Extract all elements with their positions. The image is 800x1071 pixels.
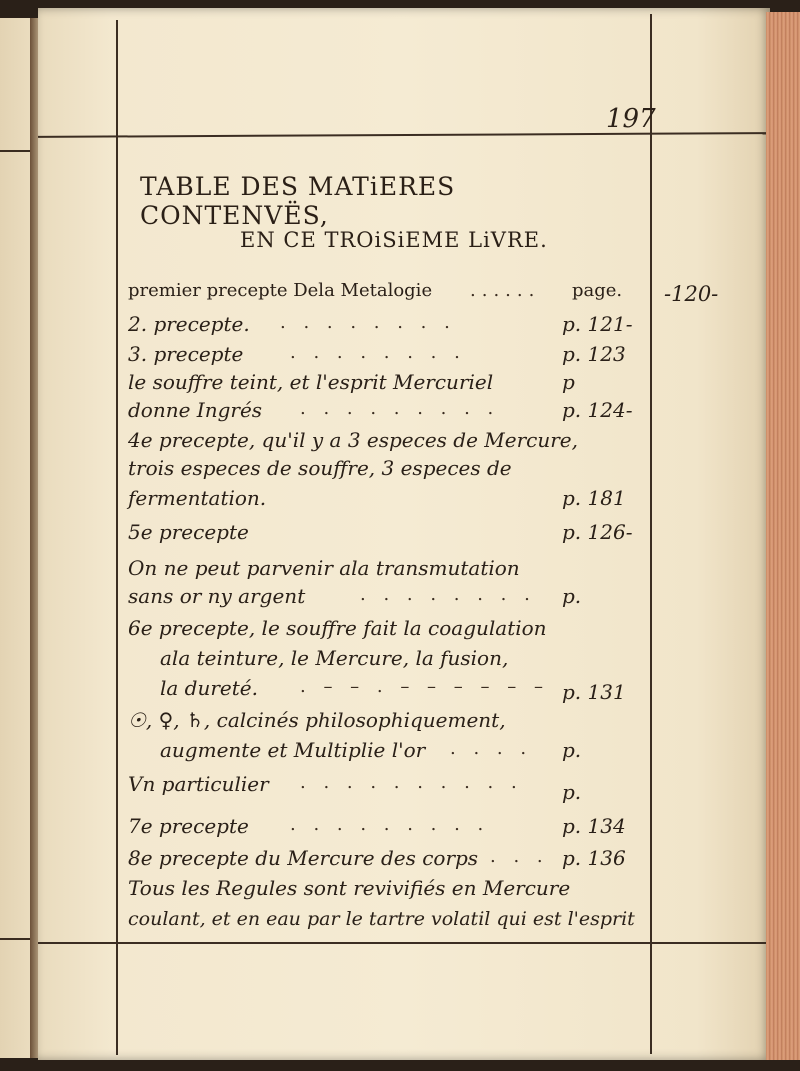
leader-dots: . . . . . . . .: [360, 584, 536, 605]
entry-ref: p. 181: [562, 486, 626, 510]
entry-text: donne Ingrés: [128, 398, 263, 422]
page-subtitle: EN CE TROiSiEME LiVRE.: [240, 228, 548, 252]
entry-ref: p: [562, 370, 575, 394]
entry-text: Tous les Regules sont revivifiés en Mercure: [128, 876, 571, 900]
entry-ref: page.: [572, 280, 623, 301]
entry-ref: p.: [562, 780, 582, 804]
leader-dots: . . . . . . . . . .: [300, 772, 523, 793]
entry-text: 6e precepte, le souffre fait la coagulation: [128, 616, 547, 640]
entry-text: augmente et Multiplie l'or: [160, 738, 426, 762]
entry-text: 8e precepte du Mercure des corps: [128, 846, 479, 870]
entry-ref: p. 124-: [562, 398, 633, 422]
entry-text: sans or ny argent: [128, 584, 306, 608]
entry-ref: p. 126-: [562, 520, 633, 544]
entry-ref: p.: [562, 584, 582, 608]
leader-dots: . . . . . . . . .: [290, 814, 490, 835]
entry-text: 7e precepte: [128, 814, 249, 838]
entry-ref: p.: [562, 738, 582, 762]
left-margin-rule: [116, 20, 118, 1055]
entry-text: Vn particulier: [128, 772, 269, 796]
page-edges: [766, 12, 800, 1060]
folio-number: 197: [606, 104, 656, 134]
leader-dots: . . . . . . . .: [290, 342, 466, 363]
entry-ref: p. 136: [562, 846, 626, 870]
entry-ref: p. 134: [562, 814, 626, 838]
entry-text: 5e precepte: [128, 520, 249, 544]
entry-text: ala teinture, le Mercure, la fusion,: [160, 646, 509, 670]
leader-dots: . . . . . . . .: [280, 312, 456, 333]
entry-text: 4e precepte, qu'il y a 3 especes de Mercure,: [128, 428, 578, 452]
leader-dots: ......: [470, 280, 541, 301]
page-title: TABLE DES MATiERES CONTENVËS,: [140, 172, 456, 230]
entry-text: le souffre teint, et l'esprit Mercuriel: [128, 370, 494, 394]
entry-text: premier precepte Dela Metalogie: [128, 280, 433, 301]
entry-text: fermentation.: [128, 486, 267, 510]
entry-ref: p. 123: [562, 342, 626, 366]
leader-dots: . . . . . . . . .: [300, 398, 500, 419]
leader-dots: . – – . – – – – – –: [300, 676, 549, 697]
leader-dots: . . . .: [450, 738, 533, 759]
entry-text: trois especes de souffre, 3 especes de: [128, 456, 512, 480]
bottom-rule: [38, 942, 766, 944]
right-margin-rule: [650, 14, 652, 1054]
entry-text: On ne peut parvenir ala transmutation: [128, 556, 520, 580]
entry-text: 2. precepte.: [128, 312, 250, 336]
entry-text: la dureté.: [160, 676, 258, 700]
leader-dots: . . .: [490, 846, 549, 867]
entry-text: ☉, ♀, ♄, calcinés philosophiquement,: [128, 708, 506, 732]
entry-ref: p. 131: [562, 680, 626, 704]
margin-note: -120-: [664, 282, 719, 306]
entry-text: 3. precepte: [128, 342, 244, 366]
entry-text: coulant, et en eau par le tartre volatil qui est l'esprit: [128, 908, 635, 930]
entry-ref: p. 121-: [562, 312, 633, 336]
